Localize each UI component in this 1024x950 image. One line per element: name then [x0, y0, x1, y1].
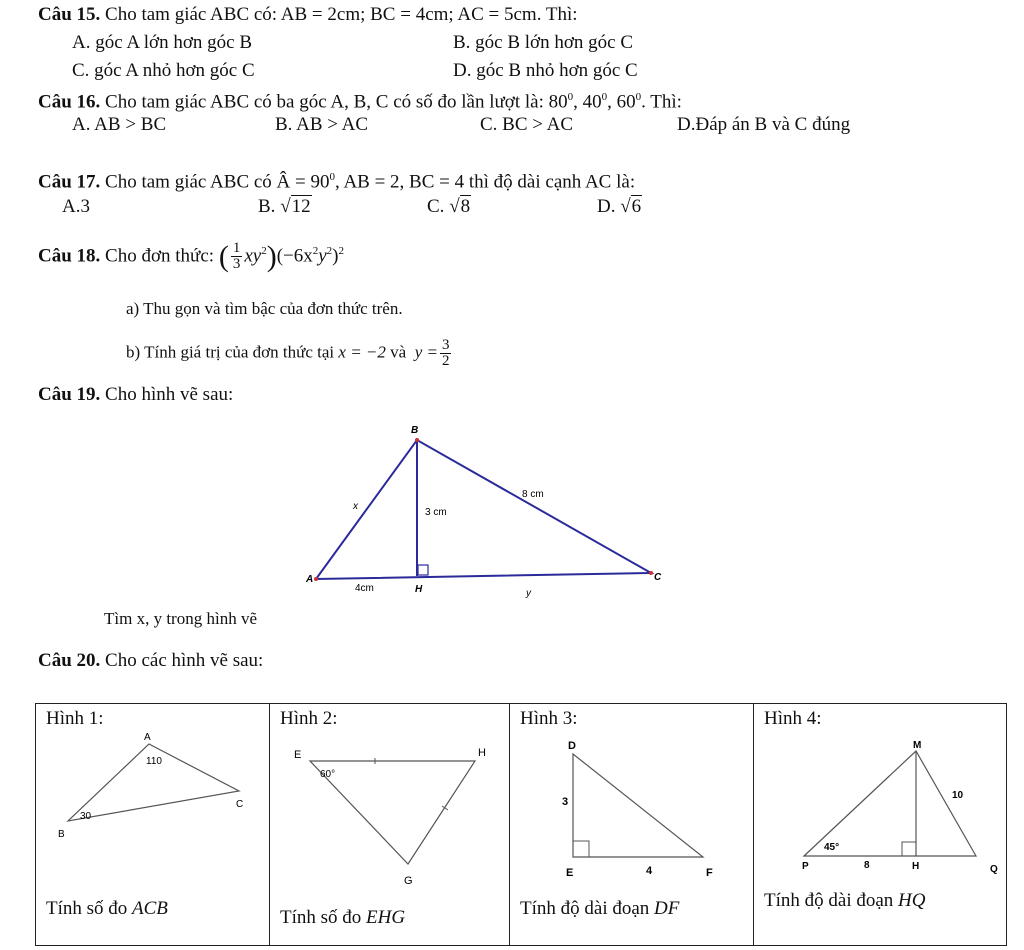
- q20-text: Cho các hình vẽ sau:: [105, 650, 264, 671]
- h4-label-P: P: [802, 861, 809, 872]
- q17-c-prefix: C.: [427, 196, 445, 217]
- q17-d-prefix: D.: [597, 196, 616, 217]
- h1-angle-A: 110: [146, 756, 162, 767]
- q18-exp-c: 2: [326, 245, 333, 257]
- h3-len-EF: 4: [646, 865, 653, 877]
- h2-figure: [270, 704, 510, 894]
- q15-option-a: A. góc A lớn hơn góc B: [72, 32, 253, 53]
- h3-title: Hình 3:: [520, 708, 578, 729]
- q18-term2b: y: [318, 245, 327, 267]
- q20-cell-h3: [510, 704, 754, 945]
- h4-figure: [754, 704, 1006, 894]
- q15-title: Câu 15.: [38, 4, 101, 25]
- h3-label-E: E: [566, 867, 574, 879]
- q20-cell-h1: [36, 704, 270, 945]
- h2-title: Hình 2:: [280, 708, 338, 729]
- h4-title: Hình 4:: [764, 708, 822, 729]
- q20-cell-h2: [270, 704, 510, 945]
- q17-text: Cho tam giác ABC có Â = 90: [105, 171, 330, 193]
- q20-figures-table: [35, 703, 1007, 946]
- q15-text: Cho tam giác ABC có: AB = 2cm; BC = 4cm; AC = 5cm. Thì:: [105, 4, 578, 25]
- h3-len-DE: 3: [562, 796, 569, 808]
- q18-exp-a: 2: [261, 245, 267, 257]
- q18-exp-d: 2: [338, 245, 344, 257]
- h3-task: Tính độ dài đoạn DF: [520, 898, 680, 919]
- q16-option-d: D.Đáp án B và C đúng: [677, 114, 851, 135]
- q16-text-mid: , 40: [573, 91, 602, 113]
- h2-label-G: G: [404, 875, 413, 887]
- q19-label-bc: 8 cm: [522, 489, 544, 500]
- q18-exp-b: 2: [312, 245, 319, 257]
- q19-task: Tìm x, y trong hình vẽ: [104, 609, 257, 628]
- q18-text: Cho đơn thức:: [105, 245, 215, 267]
- q17-text-end: , AB = 2, BC = 4 thì độ dài cạnh AC là:: [335, 171, 636, 193]
- h2-label-E: E: [294, 749, 302, 761]
- h4-angle-P: 45°: [824, 842, 840, 853]
- q17-d-radicand: 6: [631, 196, 642, 217]
- q18-x-eq: x = −2: [338, 342, 386, 362]
- q16-deg3: 0: [635, 91, 642, 103]
- h1-label-A: A: [144, 732, 151, 743]
- h3-label-D: D: [568, 740, 576, 752]
- q16-deg2: 0: [601, 91, 608, 103]
- q16-option-c: C. BC > AC: [480, 114, 574, 135]
- q19-text: Cho hình vẽ sau:: [105, 384, 234, 405]
- q18-term2c: ): [332, 245, 339, 267]
- q19-right-angle-mark: [418, 565, 428, 575]
- q18-frac-den: 3: [232, 256, 241, 273]
- q16-text-end: . Thì:: [641, 91, 682, 113]
- q18-stem: Câu 18. Cho đơn thức: ( $\frac{1}{3}$ $xy^2)(-6x^2y^2)^2$: [38, 239, 344, 273]
- q17-c-radicand: 8: [460, 196, 471, 217]
- q18-term1: xy: [244, 245, 262, 267]
- q17-option-d: D. √6: [597, 196, 642, 217]
- q16-text: Cho tam giác ABC có ba góc A, B, C có số đo lần lượt là: 80: [105, 91, 568, 113]
- h4-label-M: M: [913, 740, 922, 751]
- h1-angle-B: 30: [80, 811, 92, 822]
- q16-title: Câu 16.: [38, 91, 101, 113]
- q19-label-A: A: [306, 574, 314, 585]
- q19-label-bh: 3 cm: [425, 507, 447, 518]
- q20-cell-h4: [754, 704, 1006, 945]
- q16-deg1: 0: [567, 91, 574, 103]
- q19-label-C: C: [654, 572, 662, 583]
- q19-label-H: H: [415, 584, 423, 595]
- q16-option-b: B. AB > AC: [275, 114, 369, 135]
- q15-option-d: D. góc B nhỏ hơn góc C: [453, 60, 638, 81]
- q19-title: Câu 19.: [38, 384, 101, 405]
- h4-label-H: H: [912, 861, 920, 872]
- q18-y-num: 3: [441, 337, 450, 353]
- q18-title: Câu 18.: [38, 245, 101, 267]
- h1-title: Hình 1:: [46, 708, 104, 729]
- h4-task: Tính độ dài đoạn HQ: [764, 890, 926, 911]
- q19-label-ah: 4cm: [355, 583, 374, 594]
- q17-b-radicand: 12: [291, 196, 311, 217]
- h3-figure: [510, 704, 754, 894]
- q18-y-eq: y =: [414, 342, 438, 362]
- h4-len-PH: 8: [864, 860, 870, 871]
- h1-label-C: C: [236, 799, 244, 810]
- h2-task: Tính số đo EHG: [280, 907, 406, 928]
- q19-label-y: y: [526, 588, 531, 599]
- q20-title: Câu 20.: [38, 650, 101, 671]
- q17-option-a: A.3: [62, 196, 90, 217]
- q18-y-den: 2: [441, 353, 450, 369]
- h4-label-Q: Q: [990, 864, 998, 875]
- q16-option-a: A. AB > BC: [72, 114, 167, 135]
- q17-b-prefix: B.: [258, 196, 276, 217]
- q20-stem: [38, 650, 263, 672]
- q18-part-b-text: b) Tính giá trị của đơn thức tại: [126, 342, 335, 362]
- q16-text-mid2: , 60: [607, 91, 636, 113]
- h1-label-B: B: [58, 829, 65, 840]
- h2-label-H: H: [478, 747, 486, 759]
- q18-term2: (−6x: [276, 245, 313, 267]
- q19-label-x: x: [353, 501, 358, 512]
- q19-label-B: B: [411, 425, 419, 436]
- q17-title: Câu 17.: [38, 171, 101, 193]
- q17-option-c: C. √8: [427, 196, 471, 217]
- h3-label-F: F: [706, 867, 713, 879]
- h4-len-MQ: 10: [952, 790, 964, 801]
- q17-deg: 0: [329, 171, 335, 183]
- q18-va: và: [390, 342, 407, 362]
- q15-option-b: B. góc B lớn hơn góc C: [453, 32, 634, 53]
- h1-task: Tính số đo ACB: [46, 898, 168, 919]
- q17-option-b: B. √12: [258, 196, 311, 217]
- q18-frac-num: 1: [232, 240, 241, 257]
- h1-figure: [36, 704, 270, 884]
- q19-triangle: [316, 440, 651, 579]
- h2-angle-E: 60°: [320, 769, 336, 780]
- q18-part-a: a) Thu gọn và tìm bậc của đơn thức trên.: [126, 299, 403, 318]
- q15-option-c: C. góc A nhỏ hơn góc C: [72, 60, 255, 81]
